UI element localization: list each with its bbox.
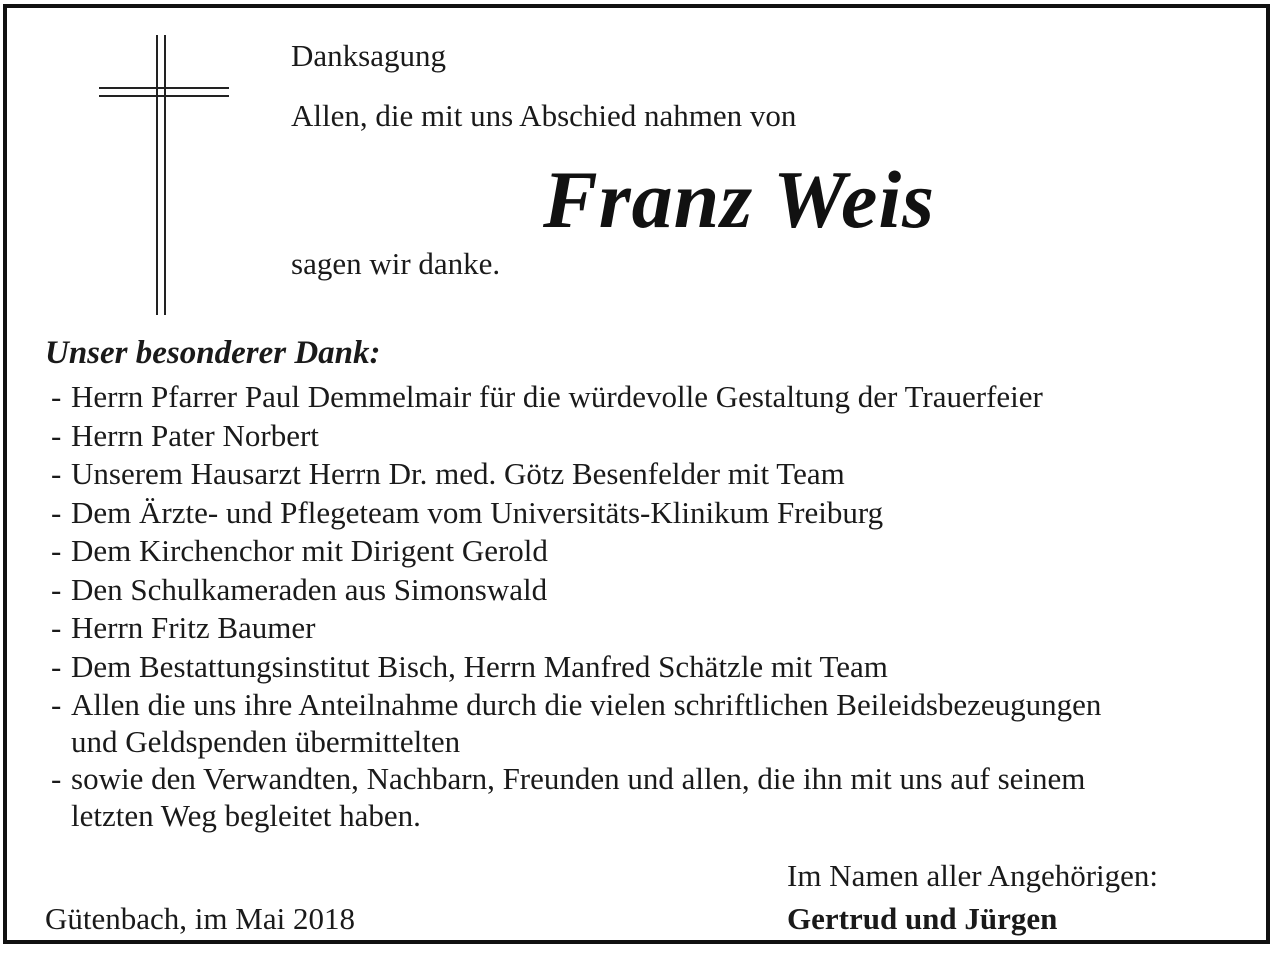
list-item (51, 686, 1241, 760)
thanks-list (51, 378, 1241, 834)
signoff-names: Gertrud und Jürgen (787, 901, 1058, 936)
cross-icon (95, 30, 235, 320)
list-item-text-continued: und Geldspenden übermittelten (71, 724, 461, 759)
list-item (51, 417, 1241, 456)
list-item (51, 494, 1241, 533)
list-item-text: Dem Bestattungsinstitut Bisch, Herrn Manfred Schätzle mit Team (71, 648, 888, 684)
list-item (51, 648, 1241, 687)
list-item-text: - sowie den Verwandten, Nachbarn, Freunden und allen, die ihn mit uns auf seinem (71, 761, 1086, 796)
list-item (51, 378, 1241, 417)
notice-heading: Danksagung (291, 38, 446, 73)
list-item-text: Unserem Hausarzt Herrn Dr. med. Götz Besenfelder mit Team (71, 456, 845, 491)
signoff-intro: Im Namen aller Angehörigen: (787, 858, 1159, 893)
obituary-notice (3, 4, 1270, 944)
list-item-text: Den Schulkameraden aus Simonswald (71, 571, 548, 607)
list-item-text-continued: letzten Weg begleitet haben. (71, 798, 421, 833)
list-item-text: Dem Kirchenchor mit Dirigent Gerold (71, 533, 548, 568)
list-item-text: Herrn Pater Norbert (71, 417, 319, 453)
list-item (51, 609, 1241, 648)
list-item (51, 532, 1241, 571)
thanks-heading: Unser besonderer Dank: (45, 335, 381, 371)
list-item (51, 455, 1241, 494)
place-date: Gütenbach, im Mai 2018 (45, 901, 355, 936)
list-item-text: Dem Ärzte- und Pflegeteam vom Universitäts-Klinikum Freiburg (71, 494, 884, 530)
notice-closing: sagen wir danke. (291, 246, 501, 281)
list-item-text: Herrn Fritz Baumer (71, 610, 316, 645)
list-item-text: - Allen die uns ihre Anteilnahme durch die vielen schriftlichen Beileidsbezeugungen (71, 687, 1102, 722)
list-item-text: Herrn Pfarrer Paul Demmelmair für die würdevolle Gestaltung der Trauerfeier (71, 379, 1043, 414)
notice-intro: Allen, die mit uns Abschied nahmen von (291, 98, 797, 133)
list-item (51, 571, 1241, 610)
list-item (51, 760, 1241, 834)
deceased-name: Franz Weis (543, 154, 936, 245)
